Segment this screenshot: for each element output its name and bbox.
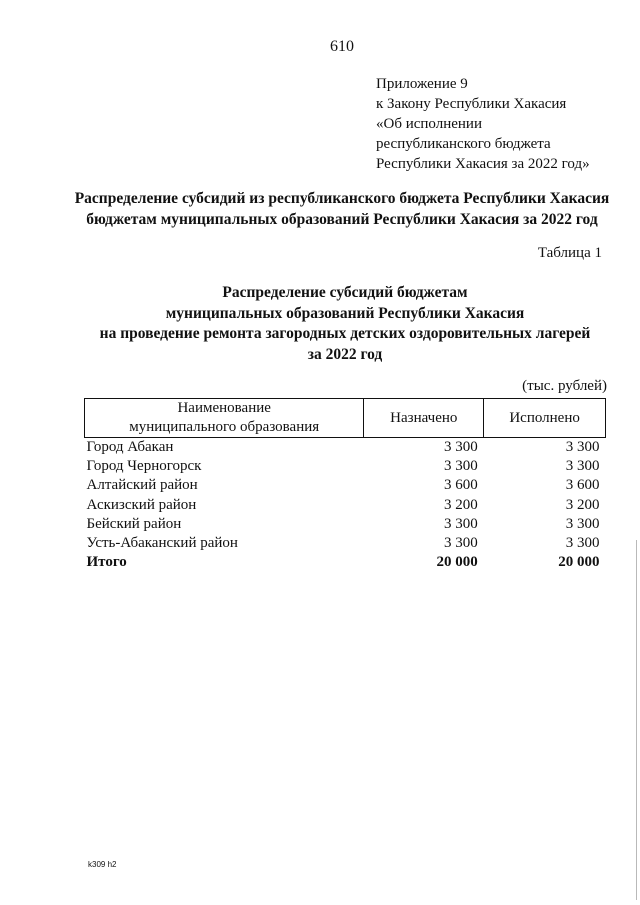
row-name: Усть-Абаканский район [86,535,238,552]
table-row [85,534,606,553]
row-assigned: 3 200 [443,496,478,513]
header-name: Наименование муниципального образования [85,399,364,438]
document-title [0,188,640,230]
row-name: Бейский район [86,515,182,532]
row-name: Город Абакан [86,439,174,455]
scan-edge-line [636,540,637,900]
appendix-line: Республики Хакасия за 2022 год» [376,156,590,172]
row-assigned: 3 300 [443,458,478,475]
row-assigned: 3 300 [443,515,478,532]
row-assigned: 3 300 [443,535,478,552]
appendix-line: к Закону Республики Хакасия [376,96,567,112]
table-total-row [85,553,606,572]
row-executed: 3 300 [565,515,600,532]
row-name: Аскизский район [86,496,197,513]
subtitle-line: за 2022 год [307,345,383,363]
footer-code: k309 h2 [88,860,117,869]
total-assigned: 20 000 [436,554,478,571]
appendix-line: республиканского бюджета [376,136,551,152]
title-line: Распределение субсидий из республиканского бюджета Республики Хакасия [74,190,610,207]
header-assigned: Назначено [364,399,484,438]
appendix-line: «Об исполнении [376,116,482,132]
table-row [85,457,606,476]
total-executed: 20 000 [558,554,600,571]
table-row [85,496,606,515]
units-label: (тыс. рублей) [522,378,607,394]
subtitle-line: Распределение субсидий бюджетам [222,284,468,301]
page-number: 610 [330,38,354,55]
appendix-line: Приложение 9 [376,76,468,92]
row-executed: 3 200 [565,496,600,513]
appendix-reference [376,74,590,174]
subtitle-line: муниципальных образований Республики Хакасия [165,304,525,322]
row-name: Алтайский район [86,477,198,494]
title-line: бюджетам муниципальных образований Республики Хакасия за 2022 год [86,211,598,228]
header-executed: Исполнено [484,399,606,438]
table-header-row [85,399,606,438]
row-executed: 3 300 [565,535,600,552]
table-row [85,515,606,534]
table-title [0,283,640,365]
row-executed: 3 300 [565,439,600,455]
subtitle-line: на проведение ремонта загородных детских оздоровительных лагерей [99,325,591,342]
row-executed: 3 300 [565,458,600,475]
table-label: Таблица 1 [537,245,602,261]
subsidy-table [84,398,606,572]
row-assigned: 3 300 [443,439,478,455]
row-name: Город Черногорск [86,458,202,475]
table-row [85,476,606,495]
table-row [85,438,606,458]
total-name: Итого [86,554,127,571]
row-assigned: 3 600 [443,477,478,494]
row-executed: 3 600 [565,477,600,494]
